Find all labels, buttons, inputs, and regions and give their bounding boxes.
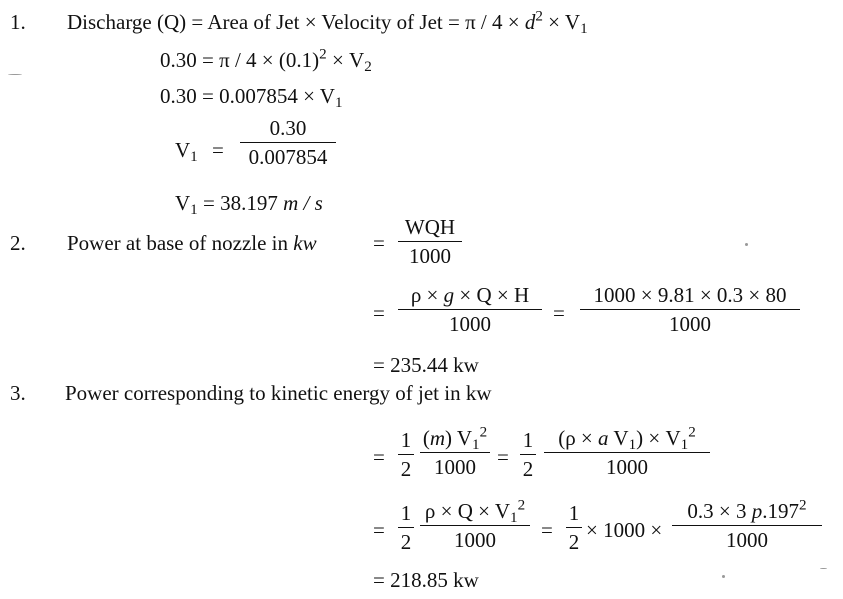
- kinetic-frac-c-sub: 1: [510, 510, 518, 527]
- velocity-fraction-den: 0.007854: [248, 145, 328, 169]
- power-formula-fraction-bar: [398, 309, 542, 310]
- kinetic-half-d-bar: [566, 527, 582, 528]
- scan-speck: [745, 243, 748, 246]
- velocity-equals: =: [212, 138, 224, 162]
- power-formula-fraction: [398, 285, 542, 335]
- kinetic-frac-b-den: 1000: [606, 455, 648, 479]
- power-nozzle-fraction-den: 1000: [409, 244, 451, 268]
- kinetic-frac-c-exp: 2: [517, 497, 526, 514]
- kinetic-eq2: =: [497, 445, 509, 469]
- kinetic-frac-a-exp: 2: [479, 424, 488, 441]
- velocity-fraction: [240, 118, 336, 168]
- discharge-equation-lhs: Discharge (Q) = Area of Jet × Velocity of Jet: [67, 10, 443, 34]
- kinetic-half-d-den: 2: [568, 530, 580, 554]
- discharge-substitution-sub: 2: [364, 59, 372, 76]
- discharge-equation-rhs-prefix: = π / 4 ×: [447, 10, 525, 34]
- kinetic-frac-a-sub: 1: [472, 437, 480, 454]
- step-3-number: 3.: [10, 381, 26, 405]
- step-2-number: 2.: [10, 231, 26, 255]
- kinetic-frac-c: [420, 497, 530, 552]
- kinetic-half-a-den: 2: [400, 457, 412, 481]
- power-values-fraction-den: 1000: [669, 312, 711, 336]
- power-nozzle-fraction: [398, 217, 462, 267]
- power-values-fraction-num: 1000 × 9.81 × 0.3 × 80: [593, 283, 787, 307]
- kinetic-power-label: Power corresponding to kinetic energy of jet in kw: [65, 381, 492, 405]
- kinetic-half-b-num: 1: [522, 428, 534, 452]
- diameter-var: d: [524, 10, 536, 34]
- power-values-fraction: [580, 285, 800, 335]
- power-formula-fraction-num: [398, 285, 542, 306]
- step-1-number: 1.: [10, 10, 26, 34]
- velocity-lhs-v: V: [175, 138, 191, 162]
- scan-speck: [820, 568, 827, 569]
- power-nozzle-fraction-num: WQH: [404, 215, 456, 239]
- discharge-substitution-exp: 2: [319, 46, 327, 63]
- kinetic-half-c-bar: [398, 527, 414, 528]
- velocity-result: [175, 191, 323, 219]
- kinetic-frac-b-sub: 1: [628, 437, 637, 454]
- power-nozzle-text: Power at base of nozzle in: [67, 231, 294, 255]
- power-nozzle-result: = 235.44 kw: [373, 353, 479, 377]
- velocity-result-sub: 1: [190, 202, 198, 219]
- power-nozzle-equals: =: [373, 231, 385, 255]
- kinetic-frac-d-p: p: [751, 499, 763, 523]
- scan-speck: [722, 575, 725, 578]
- kinetic-frac-d-bar: [672, 525, 822, 526]
- discharge-simplified-sub: 1: [334, 95, 343, 112]
- kinetic-frac-d-b: .197: [762, 499, 800, 523]
- kinetic-half-c-num: 1: [400, 501, 412, 525]
- kinetic-half-c: [398, 503, 414, 553]
- kinetic-half-a-bar: [398, 454, 414, 455]
- kinetic-frac-b-sub2: 1: [680, 437, 689, 454]
- kinetic-frac-b-v: V: [608, 426, 629, 450]
- kinetic-eq3: =: [373, 518, 385, 542]
- velocity-lhs: [175, 138, 198, 166]
- velocity-result-unit: m / s: [283, 191, 323, 215]
- kinetic-frac-b-exp: 2: [688, 424, 696, 441]
- kinetic-frac-b-area: a: [598, 426, 609, 450]
- power-formula-num-b: × Q × H: [454, 283, 530, 307]
- power-nozzle-fraction-bar: [398, 241, 462, 242]
- scan-speck: [8, 74, 22, 75]
- velocity-result-v: V: [175, 191, 191, 215]
- kinetic-half-b-bar: [520, 454, 536, 455]
- kinetic-frac-a-paren-open: (: [422, 426, 430, 450]
- kinetic-half-b: [520, 430, 536, 480]
- kinetic-frac-d-num: [672, 497, 822, 523]
- kinetic-half-c-den: 2: [400, 530, 412, 554]
- kinetic-frac-c-a: ρ × Q × V: [424, 499, 510, 523]
- velocity-fraction-bar: [240, 142, 336, 143]
- kinetic-frac-a-v: ) V: [445, 426, 473, 450]
- power-formula-fraction-den: 1000: [449, 312, 491, 336]
- discharge-simplified: [160, 84, 343, 112]
- kinetic-frac-d-a: 0.3 × 3: [687, 499, 752, 523]
- power-formula-equals: =: [373, 301, 385, 325]
- kinetic-frac-d-den: 1000: [726, 528, 768, 552]
- power-formula-num-g: g: [443, 283, 455, 307]
- power-nozzle-unit: kw: [293, 231, 317, 255]
- kinetic-frac-a-den: 1000: [434, 455, 476, 479]
- kinetic-frac-c-den: 1000: [454, 528, 496, 552]
- kinetic-frac-b-c: ) × V: [636, 426, 681, 450]
- power-nozzle-label: [67, 233, 317, 254]
- kinetic-half-a-num: 1: [400, 428, 412, 452]
- kinetic-frac-a: [420, 424, 490, 479]
- kinetic-frac-d: [672, 497, 822, 552]
- diameter-exp: 2: [535, 8, 543, 25]
- discharge-equation-rhs-mid: × V: [542, 10, 581, 34]
- discharge-substitution-a: 0.30 = π / 4 × (0.1): [160, 48, 320, 72]
- velocity-fraction-num: 0.30: [269, 116, 307, 140]
- kinetic-frac-a-num: [420, 424, 490, 454]
- discharge-simplified-a: 0.30 = 0.007854 × V: [160, 84, 335, 108]
- kinetic-half-d-num: 1: [568, 501, 580, 525]
- kinetic-eq4: =: [541, 518, 553, 542]
- velocity-result-value: = 38.197: [197, 191, 284, 215]
- discharge-equation: [67, 8, 588, 38]
- kinetic-times-1000: × 1000 ×: [586, 518, 663, 542]
- power-values-equals: =: [553, 301, 565, 325]
- kinetic-power-result: = 218.85 kw: [373, 568, 479, 592]
- kinetic-frac-b-num: [544, 424, 710, 454]
- discharge-substitution: [160, 46, 372, 76]
- power-formula-num-a: ρ ×: [410, 283, 444, 307]
- kinetic-frac-b: [544, 424, 710, 479]
- kinetic-frac-b-a: (ρ ×: [558, 426, 599, 450]
- kinetic-half-b-den: 2: [522, 457, 534, 481]
- kinetic-frac-a-mass: m: [429, 426, 445, 450]
- velocity-sub: 1: [580, 21, 588, 38]
- kinetic-eq1: =: [373, 445, 385, 469]
- discharge-substitution-b: × V: [326, 48, 365, 72]
- kinetic-half-d: [566, 503, 582, 553]
- power-values-fraction-bar: [580, 309, 800, 310]
- kinetic-frac-c-num: [420, 497, 530, 527]
- kinetic-half-a: [398, 430, 414, 480]
- velocity-lhs-sub: 1: [190, 149, 198, 166]
- kinetic-frac-d-exp: 2: [799, 497, 807, 514]
